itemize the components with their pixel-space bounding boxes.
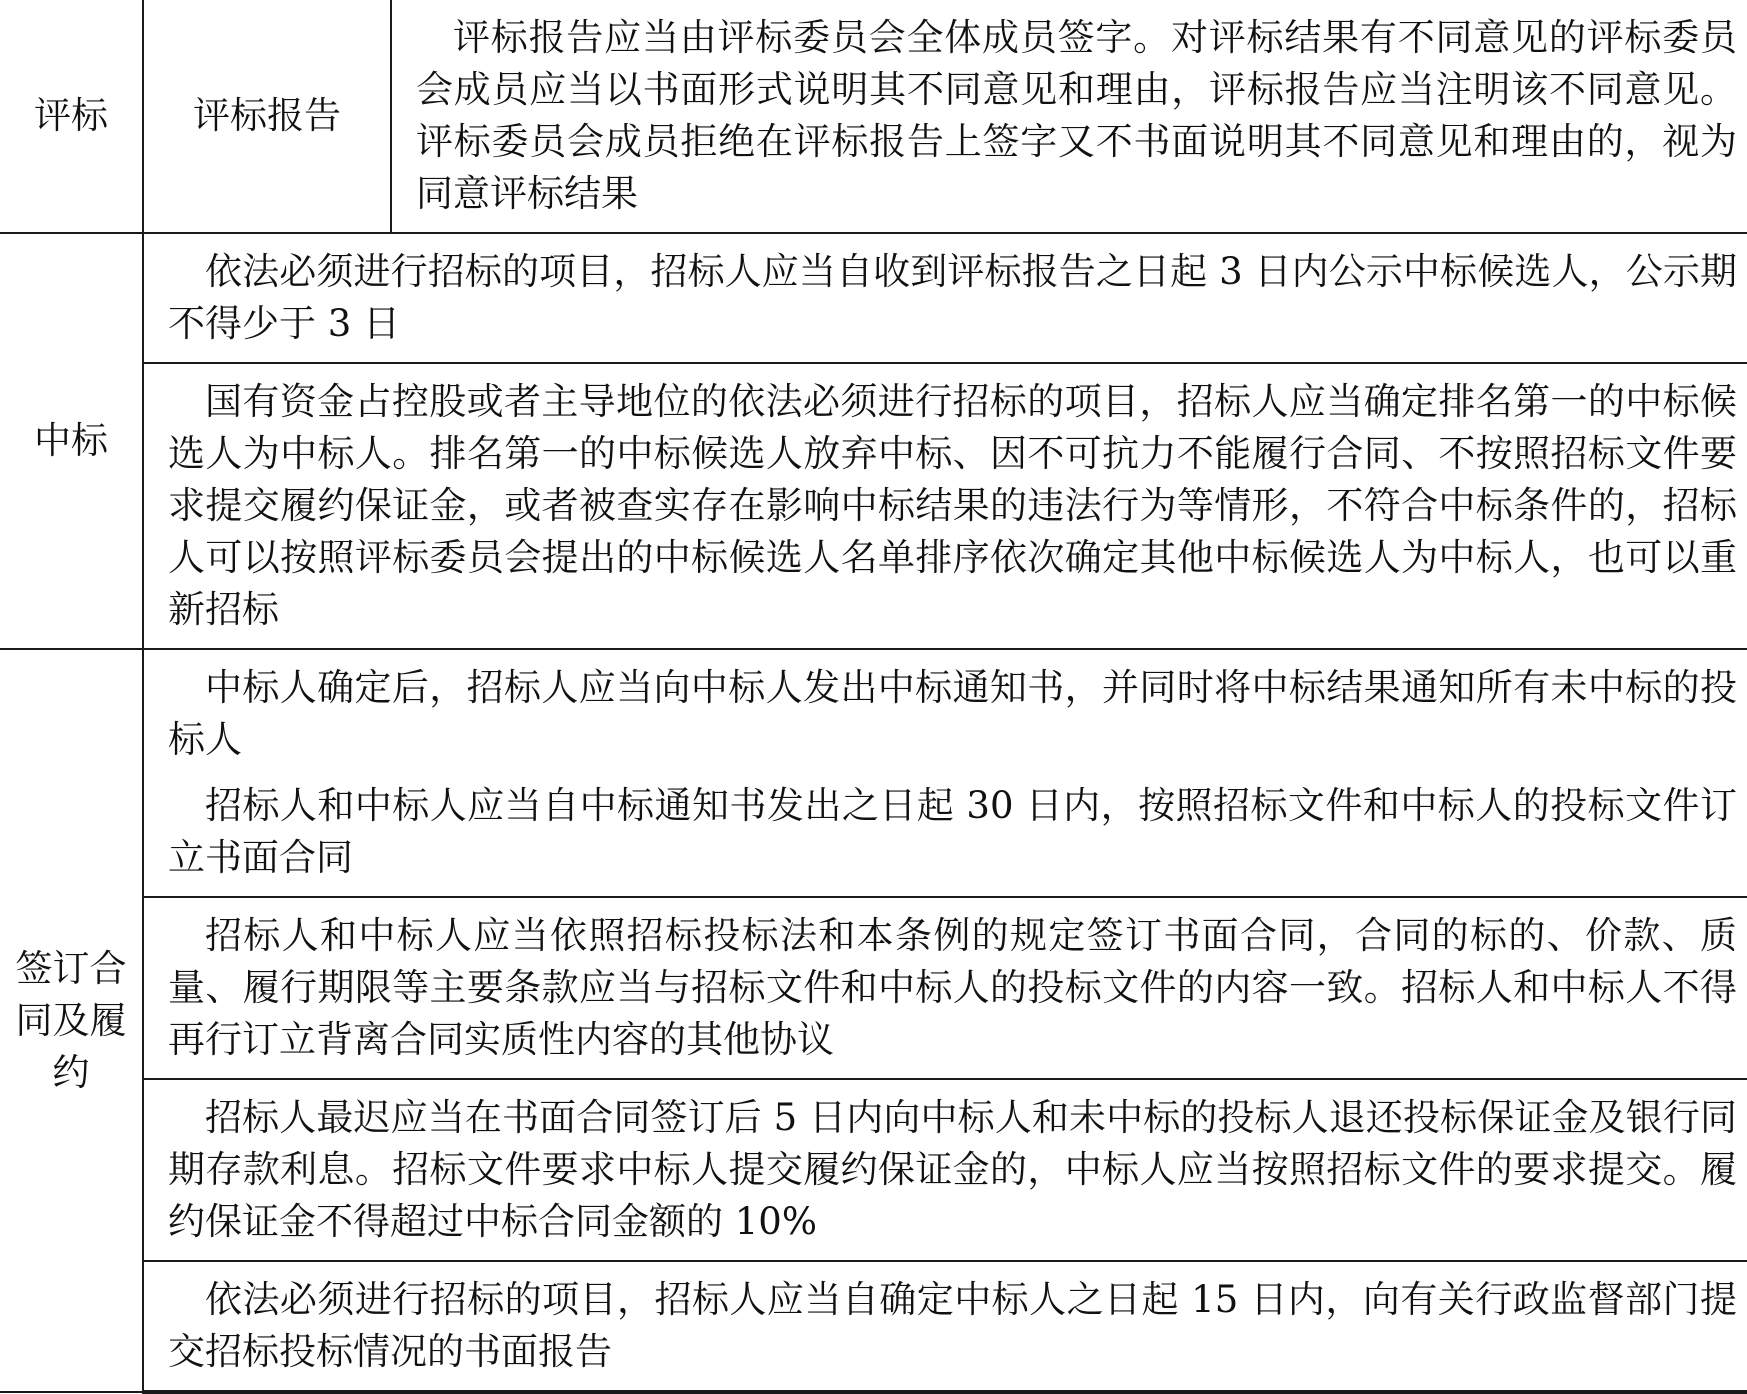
table-row — [0, 0, 1747, 233]
table-row — [0, 1079, 1747, 1261]
paragraph: 评标报告应当由评标委员会全体成员签字。对评标结果有不同意见的评标委员会成员应当以书面形式说明其不同意见和理由，评标报告应当注明该不同意见。评标委员会成员拒绝在评标报告上签字又不书面说明其不同意见和理由的，视为同意评标结果 — [416, 16, 1737, 215]
table-row — [0, 233, 1747, 363]
category-cell-contract: 签订合同及履约 — [0, 649, 143, 1392]
content-cell — [143, 363, 1747, 649]
table-row — [0, 897, 1747, 1079]
content-cell — [143, 897, 1747, 1079]
content-cell — [143, 649, 1747, 897]
paragraph: 国有资金占控股或者主导地位的依法必须进行招标的项目，招标人应当确定排名第一的中标候选人为中标人。排名第一的中标候选人放弃中标、因不可抗力不能履行合同、不按照招标文件要求提交履约保证金，或者被查实存在影响中标结果的违法行为等情形，不符合中标条件的，招标人可以按照评标委员会提出的中标候选人名单排序依次确定其他中标候选人为中标人，也可以重新招标 — [168, 380, 1737, 631]
table-row — [0, 1261, 1747, 1392]
category-cell-pingbiao: 评标 — [0, 0, 143, 233]
content-cell — [143, 233, 1747, 363]
paragraph: 招标人和中标人应当自中标通知书发出之日起 30 日内，按照招标文件和中标人的投标文件订立书面合同 — [168, 784, 1737, 879]
subcategory-cell-report: 评标报告 — [143, 0, 391, 233]
paragraph: 依法必须进行招标的项目，招标人应当自确定中标人之日起 15 日内，向有关行政监督部门提交招标投标情况的书面报告 — [168, 1278, 1737, 1373]
content-cell — [143, 1261, 1747, 1392]
paragraph: 依法必须进行招标的项目，招标人应当自收到评标报告之日起 3 日内公示中标候选人，公示期不得少于 3 日 — [168, 250, 1737, 345]
table-row — [0, 363, 1747, 649]
table-row — [0, 649, 1747, 897]
paragraph: 招标人和中标人应当依照招标投标法和本条例的规定签订书面合同，合同的标的、价款、质量、履行期限等主要条款应当与招标文件和中标人的投标文件的内容一致。招标人和中标人不得再行订立背离合同实质性内容的其他协议 — [168, 914, 1737, 1061]
content-cell — [143, 1079, 1747, 1261]
category-cell-zhongbiao: 中标 — [0, 233, 143, 649]
paragraph: 中标人确定后，招标人应当向中标人发出中标通知书，并同时将中标结果通知所有未中标的投标人 — [168, 666, 1737, 761]
content-cell — [391, 0, 1747, 233]
paragraph: 招标人最迟应当在书面合同签订后 5 日内向中标人和未中标的投标人退还投标保证金及银行同期存款利息。招标文件要求中标人提交履约保证金的，中标人应当按照招标文件的要求提交。履约保证金不得超过中标合同金额的 10% — [168, 1096, 1737, 1243]
